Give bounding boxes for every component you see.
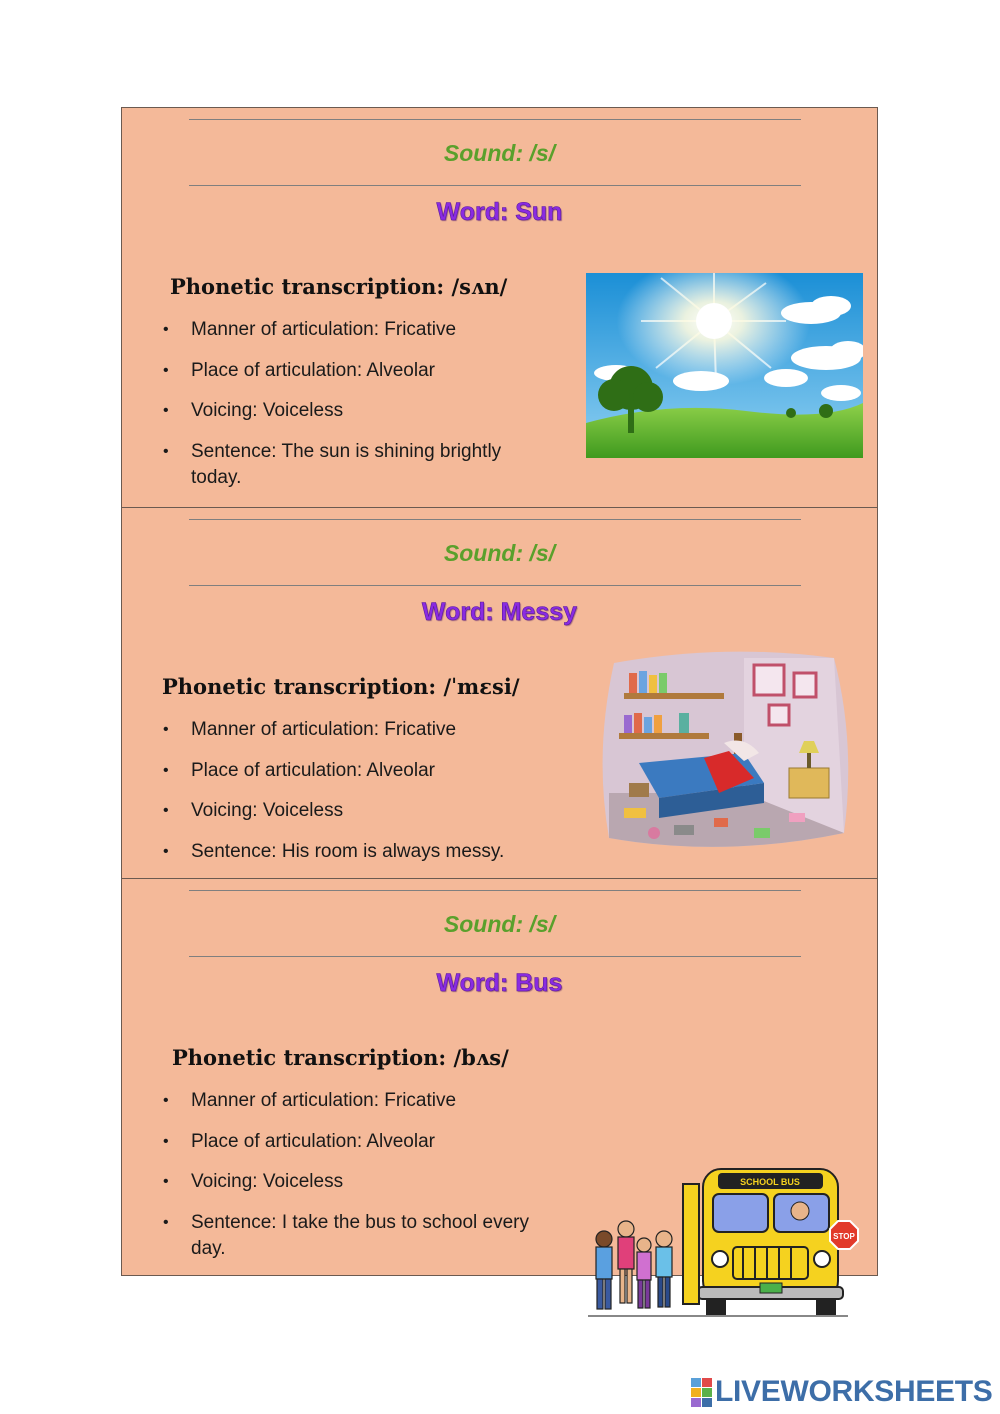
list-item: • Sentence: I take the bus to school every day. (162, 1210, 561, 1262)
sound-label: Sound: /s/ (443, 540, 556, 566)
liveworksheets-brand (691, 1375, 991, 1411)
school-bus-picture (588, 1159, 868, 1329)
list-item: • Manner of articulation: Fricative (162, 317, 562, 343)
list-item: • Manner of articulation: Fricative (162, 717, 562, 743)
list-item: • Place of articulation: Alveolar (162, 1129, 562, 1155)
phonetic-transcription: Phonetic transcription: /sʌn/ (170, 274, 508, 299)
divider-top (189, 519, 801, 520)
divider-top (189, 890, 801, 891)
word-title: Word: Bus (436, 969, 563, 997)
list-item: • Voicing: Voiceless (162, 398, 562, 424)
sound-label: Sound: /s/ (443, 140, 556, 166)
list-item: • Place of articulation: Alveolar (162, 758, 562, 784)
divider-bottom (189, 185, 801, 186)
sound-label: Sound: /s/ (443, 911, 556, 937)
divider-bottom (189, 585, 801, 586)
phonetic-transcription: Phonetic transcription: /bʌs/ (172, 1045, 509, 1070)
card-messy (122, 507, 877, 878)
sunny-landscape-picture (586, 273, 863, 458)
word-title: Word: Messy (421, 598, 578, 626)
phonetic-transcription: Phonetic transcription: /ˈmɛsi/ (162, 674, 520, 699)
list-item: • Voicing: Voiceless (162, 1169, 562, 1195)
list-item: • Sentence: The sun is shining brightly today. (162, 439, 531, 491)
messy-bedroom-picture (594, 643, 856, 858)
worksheet (121, 107, 878, 1276)
feature-list (162, 717, 562, 879)
list-item: • Place of articulation: Alveolar (162, 358, 562, 384)
list-item: • Manner of articulation: Fricative (162, 1088, 562, 1114)
divider-bottom (189, 956, 801, 957)
liveworksheets-logo-icon (691, 1378, 713, 1408)
feature-list (162, 317, 562, 505)
stop-sign: STOP (833, 1232, 855, 1241)
list-item: • Voicing: Voiceless (162, 798, 562, 824)
list-item: • Sentence: His room is always messy. (162, 839, 562, 865)
divider-top (189, 119, 801, 120)
card-bus (122, 878, 877, 1277)
word-title: Word: Sun (436, 198, 563, 226)
feature-list (162, 1088, 562, 1276)
brand-name: LIVEWORKSHEETS (715, 1375, 993, 1408)
bus-sign: SCHOOL BUS (740, 1177, 800, 1187)
card-sun (122, 108, 877, 507)
